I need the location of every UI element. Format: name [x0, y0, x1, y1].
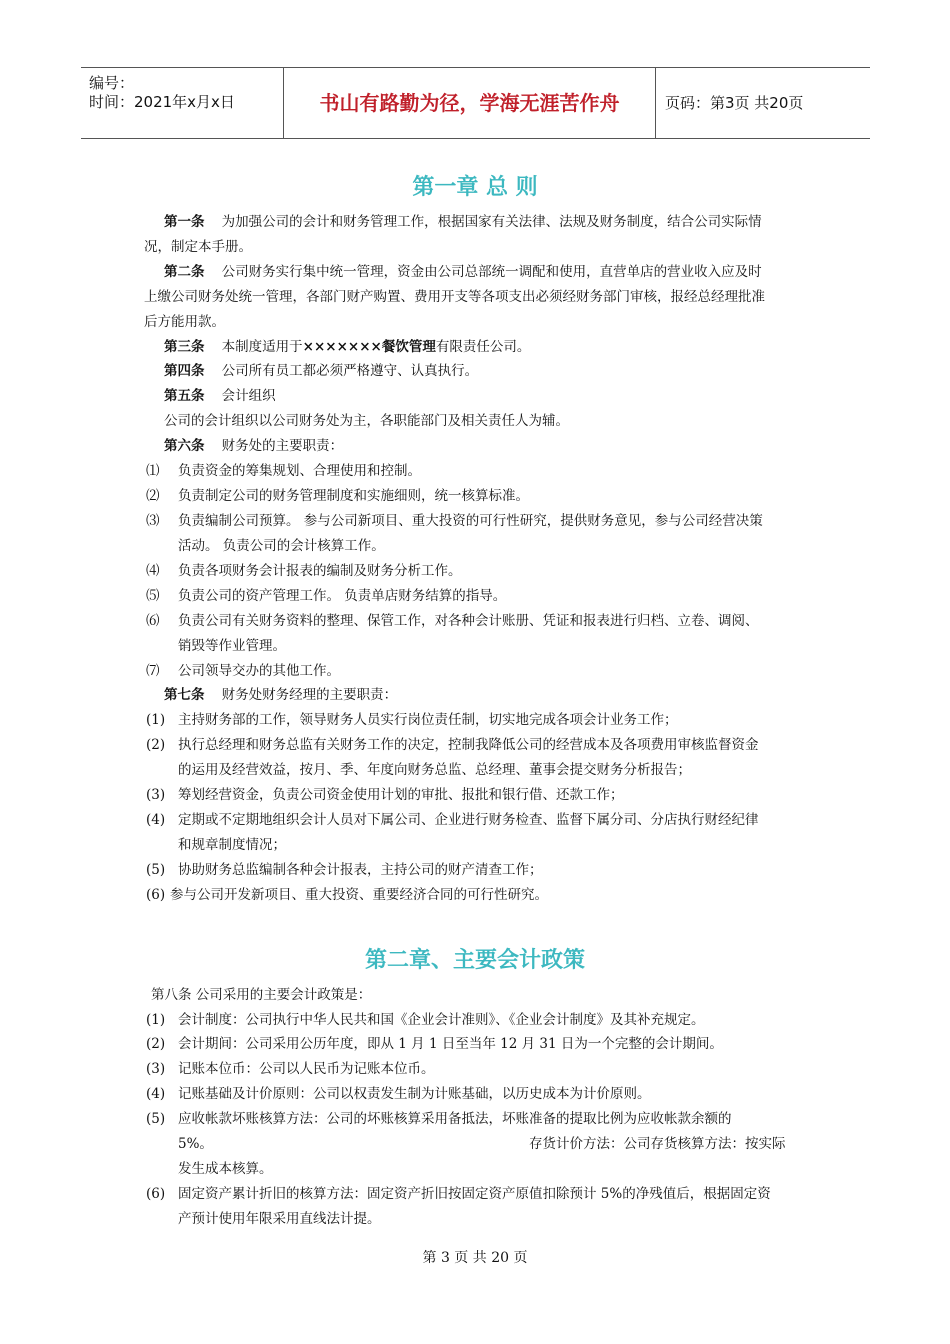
chapter-1-title: 第一章 总 则: [412, 175, 538, 200]
document-number-label: 编号：: [89, 74, 135, 92]
list-item-number: (5): [146, 862, 166, 878]
list-item-number: (6): [146, 1186, 166, 1202]
page-footer: 第 3 页 共 20 页: [422, 1250, 528, 1266]
list-item-text: 记账本位币：公司以人民币为记账本位币。: [178, 1061, 435, 1077]
list-item-text: 活动。 负责公司的会计核算工作。: [178, 538, 385, 554]
list-item: [146, 1159, 273, 1179]
list-item: [146, 760, 691, 780]
list-item: [146, 511, 763, 531]
article-5-body: 公司的会计组织以公司财务处为主，各职能部门及相关责任人为辅。: [164, 413, 569, 429]
header-motto: 书山有路勤为径，学海无涯苦作舟: [284, 68, 656, 138]
list-item: [146, 1109, 732, 1129]
list-item-text: 协助财务总监编制各种会计报表，主持公司的财产清查工作；: [178, 862, 543, 878]
list-item: [146, 636, 286, 656]
article-2: [164, 262, 762, 282]
document-time-label: 时间：2021年x月x日: [89, 93, 235, 111]
article-7-label: 第七条: [164, 687, 205, 703]
article-5: [164, 386, 276, 406]
article-4-text: 公司所有员工都必须严格遵守、认真执行。: [221, 363, 479, 379]
list-item-text: 固定资产累计折旧的核算方法：固定资产折旧按固定资产原值扣除预计 5%的净残值后，根据固定资: [178, 1186, 771, 1202]
article-7: [164, 685, 397, 705]
list-item: [146, 1209, 381, 1229]
list-item: [146, 661, 340, 681]
list-item-text: 负责制定公司的财务管理制度和实施细则，统一核算标准。: [178, 488, 529, 504]
list-item-number: (4): [146, 812, 166, 828]
list-item: [146, 1034, 723, 1054]
article-5-label: 第五条: [164, 388, 205, 404]
article-1-label: 第一条: [164, 214, 205, 230]
list-item-text: 会计制度：公司执行中华人民共和国《企业会计准则》、《企业会计制度》及其补充规定。: [178, 1012, 705, 1028]
list-item-text: 的运用及经营效益，按月、季、年度向财务总监、总经理、董事会提交财务分析报告；: [178, 762, 691, 778]
header-left-cell: [81, 68, 284, 138]
list-item-number: (6): [146, 887, 166, 903]
list-item: [146, 611, 759, 631]
list-item: [146, 885, 548, 905]
list-item-text: 应收帐款坏账核算方法：公司的坏账核算采用备抵法，坏账准备的提取比例为应收帐款余额的: [178, 1111, 732, 1127]
list-item: [146, 1184, 771, 1204]
list-item-text: 负责编制公司预算。 参与公司新项目、重大投资的可行性研究，提供财务意见，参与公司经营决策: [178, 513, 763, 529]
article-3-company: ×××××××餐饮管理: [302, 339, 436, 355]
list-item: [146, 461, 421, 481]
list-item-text: 负责各项财务会计报表的编制及财务分析工作。: [178, 563, 462, 579]
article-6-text: 财务处的主要职责：: [221, 438, 344, 454]
list-item: [146, 1010, 705, 1030]
header-table: [81, 67, 870, 139]
article-2-text: 公司财务实行集中统一管理，资金由公司总部统一调配和使用，直营单店的营业收入应及时: [221, 264, 762, 280]
list-item: [146, 1084, 651, 1104]
inventory-method-text: 存货计价方法：公司存货核算方法：按实际: [529, 1136, 786, 1152]
list-item-text: 发生成本核算。: [178, 1161, 273, 1177]
list-item: [146, 860, 543, 880]
article-6: [164, 436, 343, 456]
list-item: [146, 1134, 213, 1154]
article-4-label: 第四条: [164, 363, 205, 379]
list-item-number: (3): [146, 1061, 166, 1077]
list-item-text: 负责资金的筹集规划、合理使用和控制。: [178, 463, 421, 479]
list-item-text: 主持财务部的工作，领导财务人员实行岗位责任制，切实地完成各项会计业务工作；: [178, 712, 678, 728]
list-item-text: 和规章制度情况；: [178, 837, 286, 853]
header-page-label: 页码：第3页 共20页: [665, 94, 804, 112]
list-item-text: 公司领导交办的其他工作。: [178, 663, 340, 679]
article-5-text: 会计组织: [221, 388, 276, 404]
list-item-text: 记账基础及计价原则：公司以权责发生制为计账基础，以历史成本为计价原则。: [178, 1086, 651, 1102]
article-3: [164, 337, 530, 357]
article-4: [164, 361, 478, 381]
list-item-number: ⑷: [146, 563, 160, 579]
article-7-text: 财务处财务经理的主要职责：: [221, 687, 398, 703]
list-item-text: 负责公司有关财务资料的整理、保管工作，对各种会计账册、凭证和报表进行归档、立卷、调阅、: [178, 613, 759, 629]
article-3-label: 第三条: [164, 339, 205, 355]
list-item-text: 5%。: [178, 1136, 213, 1152]
list-item-number: (3): [146, 787, 166, 803]
article-6-label: 第六条: [164, 438, 205, 454]
article-1-cont: 况，制定本手册。: [144, 239, 252, 255]
list-item-number: (1): [146, 712, 166, 728]
list-item-number: ⑴: [146, 463, 160, 479]
article-2-cont-1: 上缴公司财务处统一管理，各部门财产购置、费用开支等各项支出必须经财务部门审核，报经总经理批准: [144, 289, 765, 305]
article-2-cont-2: 后方能用款。: [144, 314, 225, 330]
list-item-text: 产预计使用年限采用直线法计提。: [178, 1211, 381, 1227]
list-item-text: 会计期间：公司采用公历年度，即从 1 月 1 日至当年 12 月 31 日为一个完整的会计期间。: [178, 1036, 723, 1052]
list-item: [146, 536, 385, 556]
article-3-text-a: 本制度适用于: [221, 339, 303, 355]
article-2-label: 第二条: [164, 264, 205, 280]
list-item-text: 负责公司的资产管理工作。 负责单店财务结算的指导。: [178, 588, 507, 604]
chapter-2-title: 第二章、主要会计政策: [364, 948, 585, 973]
list-item-text: 定期或不定期地组织会计人员对下属公司、企业进行财务检查、监督下属分司、分店执行财经纪律: [178, 812, 759, 828]
list-item-text: 参与公司开发新项目、重大投资、重要经济合同的可行性研究。: [170, 887, 548, 903]
list-item-number: ⑺: [146, 663, 160, 679]
article-8: 第八条 公司采用的主要会计政策是：: [151, 987, 372, 1003]
list-item: [146, 561, 462, 581]
list-item: [146, 1059, 435, 1079]
list-item-number: (2): [146, 737, 166, 753]
article-1: [164, 212, 762, 232]
article-3-text-c: 有限责任公司。: [435, 339, 531, 355]
list-item-number: (5): [146, 1111, 166, 1127]
list-item-number: (1): [146, 1012, 166, 1028]
list-item-number: ⑹: [146, 613, 160, 629]
article-1-text: 为加强公司的会计和财务管理工作，根据国家有关法律、法规及财务制度，结合公司实际情: [221, 214, 762, 230]
list-item: [146, 835, 286, 855]
list-item-number: ⑶: [146, 513, 160, 529]
list-item-number: (4): [146, 1086, 166, 1102]
list-item-text: 销毁等作业管理。: [178, 638, 286, 654]
list-item-text: 筹划经营资金，负责公司资金使用计划的审批、报批和银行借、还款工作；: [178, 787, 624, 803]
list-item: [146, 735, 759, 755]
list-item: [146, 785, 624, 805]
list-item-number: ⑵: [146, 488, 160, 504]
list-item: [146, 810, 759, 830]
list-item: [146, 710, 678, 730]
list-item: [146, 486, 529, 506]
list-item-number: (2): [146, 1036, 166, 1052]
list-item-number: ⑸: [146, 588, 160, 604]
list-item-text: 执行总经理和财务总监有关财务工作的决定，控制我降低公司的经营成本及各项费用审核监督资金: [178, 737, 759, 753]
list-item: [146, 586, 506, 606]
